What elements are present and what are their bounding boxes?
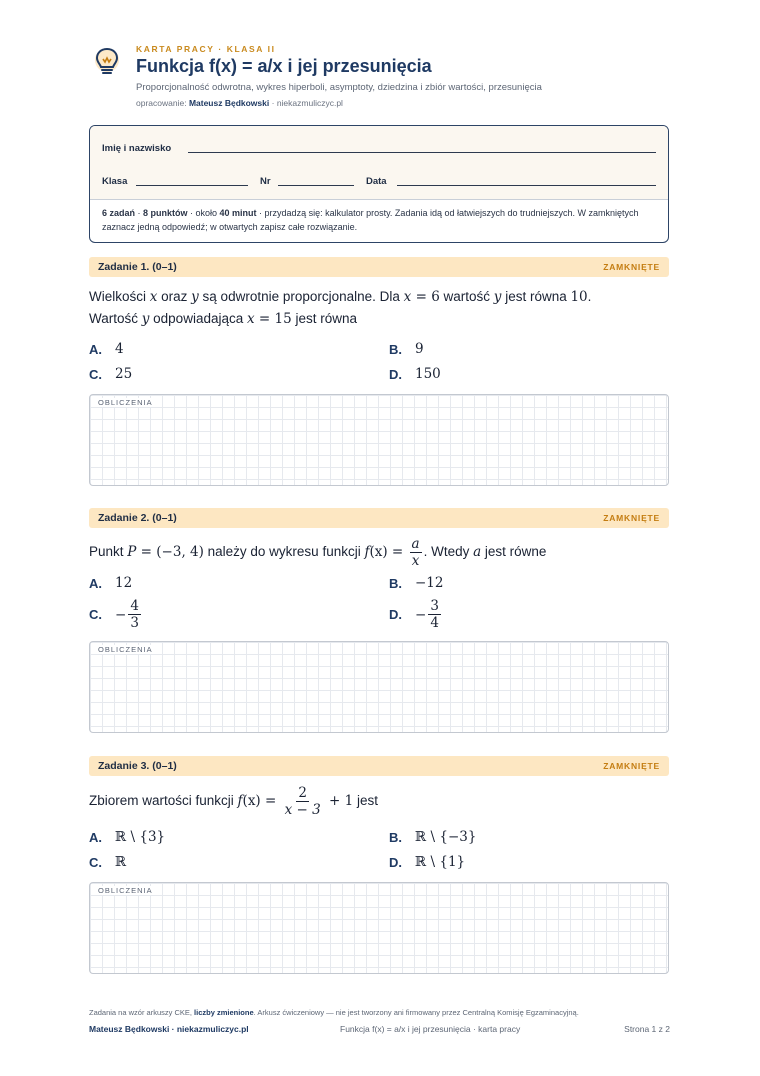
calculation-label: OBLICZENIA [98, 645, 153, 654]
page-title: Funkcja f(x) = a/x i jej przesunięcia [136, 56, 432, 76]
task-1-option-b[interactable] [389, 341, 424, 357]
option-value: ℝ \ {−3} [415, 829, 477, 845]
math-var: f [364, 544, 370, 560]
math-expr: = 6 [411, 289, 440, 305]
fraction-numerator: a [411, 535, 420, 552]
option-value: 4 [115, 341, 124, 357]
fraction-numerator: 3 [430, 598, 439, 614]
fraction-denominator: 4 [430, 615, 439, 631]
math-var: y [141, 311, 150, 327]
q-text: jest równa [291, 311, 357, 326]
task-3-option-d[interactable] [389, 854, 465, 870]
credit-author: Mateusz Będkowski [188, 98, 270, 108]
math-fraction [283, 785, 323, 818]
footer-note [89, 1008, 579, 1017]
calculation-label: OBLICZENIA [98, 886, 153, 895]
q-text: wartość [439, 289, 494, 304]
task-2-option-c[interactable] [89, 598, 143, 631]
q-text: Wartość [89, 311, 142, 326]
math-expr: = 15 [254, 311, 292, 327]
task-3-option-b[interactable] [389, 829, 476, 845]
math-var: f [237, 793, 243, 809]
option-value: ℝ \ {3} [115, 829, 166, 845]
option-value: ℝ [115, 854, 127, 870]
math-var: P [127, 544, 137, 560]
footer-doc-title: Funkcja f(x) = a/x i jej przesunięcia · karta pracy [340, 1024, 521, 1034]
task-count: 6 zadań [102, 208, 136, 218]
task-2-option-b[interactable] [389, 575, 444, 591]
nr-label: Nr [260, 176, 271, 187]
task-2-question [89, 534, 669, 570]
info-rest: · przydadzą się: kalkulator prosty. Zadania idą od łatwiejszych do trudniejszych. W zamkniętych zaznacz jedną odpowiedź; w otwartych zapisz całe rozwiązanie. [102, 208, 639, 232]
math-expr: = (−3, 4) [136, 544, 204, 560]
option-letter: C. [89, 366, 102, 382]
q-text: odpowiadająca [149, 311, 247, 326]
task-1-question [89, 286, 669, 330]
info-mid: · około [187, 208, 220, 218]
task-2-header [89, 508, 669, 528]
worksheet-instructions [90, 200, 668, 240]
fraction-denominator: 3 [130, 615, 139, 631]
task-1-label: Zadanie 1. (0–1) [98, 261, 177, 273]
task-3-question [89, 782, 669, 820]
math-expr: (x) = [242, 793, 281, 809]
lightbulb-icon [90, 44, 126, 80]
option-sign: − [415, 606, 427, 623]
task-3-option-c[interactable] [89, 854, 126, 870]
page-header [90, 42, 680, 114]
info-separator: · [135, 208, 144, 218]
task-1-calculation-area[interactable] [89, 394, 669, 486]
worksheet-kicker: KARTA PRACY · KLASA II [136, 44, 276, 54]
q-text: oraz [157, 289, 192, 304]
author-credit [136, 98, 343, 108]
math-var: y [191, 289, 199, 305]
math-var: x [403, 289, 412, 305]
math-var: x [149, 289, 158, 305]
credit-prefix: opracowanie: [136, 98, 187, 108]
name-label: Imię i nazwisko [102, 143, 172, 154]
task-1-option-a[interactable] [89, 341, 124, 357]
math-fraction [410, 536, 422, 569]
task-1-type: ZAMKNIĘTE [603, 262, 660, 272]
math-expr: 10 [570, 289, 588, 305]
student-info-box [89, 125, 669, 243]
option-letter: B. [389, 341, 402, 357]
option-letter: B. [389, 829, 402, 845]
task-2-type: ZAMKNIĘTE [603, 513, 660, 523]
point-count: 8 punktów [143, 208, 188, 218]
task-2-calculation-area[interactable] [89, 641, 669, 733]
date-label: Data [366, 176, 387, 187]
task-3-option-a[interactable] [89, 829, 165, 845]
footer-author: Mateusz Będkowski · niekazmuliczyc.pl [89, 1024, 249, 1034]
option-letter: C. [89, 854, 102, 870]
math-fraction [428, 598, 441, 631]
q-text: Punkt [89, 544, 124, 559]
task-1-header [89, 257, 669, 277]
q-text: jest [353, 793, 378, 808]
q-text: jest równe [481, 544, 547, 559]
math-var: y [493, 289, 502, 305]
option-letter: A. [89, 341, 102, 357]
option-sign: − [115, 606, 127, 623]
footer-note-text: . Arkusz ćwiczeniowy — nie jest tworzony ani firmowany przez Centralną Komisję Egzaminacyjną. [253, 1008, 579, 1017]
option-letter: B. [389, 575, 402, 591]
q-text: . Wtedy [423, 544, 474, 559]
calculation-label: OBLICZENIA [98, 398, 153, 407]
q-text: jest równa [501, 289, 571, 304]
task-2-option-a[interactable] [89, 575, 132, 591]
task-2-option-d[interactable] [389, 598, 443, 631]
option-letter: A. [89, 575, 102, 591]
class-field[interactable] [136, 185, 248, 186]
footer-note-text: Zadania na wzór arkuszy CKE, [89, 1008, 195, 1017]
option-letter: A. [89, 829, 102, 845]
task-3-type: ZAMKNIĘTE [603, 761, 660, 771]
time-limit: 40 minut [219, 208, 257, 218]
option-letter: D. [389, 366, 402, 382]
option-value: 9 [415, 341, 424, 357]
fraction-numerator: 2 [298, 784, 307, 801]
q-text: są odwrotnie proporcjonalne. Dla [198, 289, 404, 304]
option-value: 150 [415, 366, 441, 382]
option-value: −12 [415, 575, 444, 591]
option-value: 25 [115, 366, 133, 382]
student-fields [90, 126, 668, 200]
q-text: Zbiorem wartości funkcji [89, 793, 238, 808]
task-1-option-c[interactable] [89, 366, 132, 382]
nr-field[interactable] [278, 185, 354, 186]
q-text: Wielkości [89, 289, 150, 304]
q-text: należy do wykresu funkcji [203, 544, 365, 559]
option-value: 12 [115, 575, 133, 591]
fraction-denominator: x [411, 552, 420, 569]
option-letter: D. [389, 607, 402, 622]
math-expr: + 1 [324, 793, 354, 809]
credit-site: · niekazmuliczyc.pl [271, 98, 343, 108]
task-3-calculation-area[interactable] [89, 882, 669, 974]
name-field[interactable] [188, 152, 656, 153]
task-2-label: Zadanie 2. (0–1) [98, 512, 177, 524]
math-var: x [246, 311, 255, 327]
fraction-numerator: 4 [130, 598, 139, 614]
footer-note-bold: liczby zmienione [194, 1008, 254, 1017]
task-3-header [89, 756, 669, 776]
page-subtitle: Proporcjonalność odwrotna, wykres hiperboli, asymptoty, dziedzina i zbiór wartości, przesunięcia [136, 82, 542, 93]
q-text: . [587, 289, 592, 304]
fraction-denominator: x − 3 [284, 801, 321, 818]
page-number: Strona 1 z 2 [624, 1024, 670, 1034]
task-1-option-d[interactable] [389, 366, 441, 382]
option-letter: C. [89, 607, 102, 622]
task-3-label: Zadanie 3. (0–1) [98, 760, 177, 772]
date-field[interactable] [397, 185, 656, 186]
option-letter: D. [389, 854, 402, 870]
math-fraction [128, 598, 141, 631]
option-value: ℝ \ {1} [415, 854, 466, 870]
class-label: Klasa [102, 176, 128, 187]
math-var: a [473, 544, 482, 560]
math-expr: (x) = [369, 544, 408, 560]
